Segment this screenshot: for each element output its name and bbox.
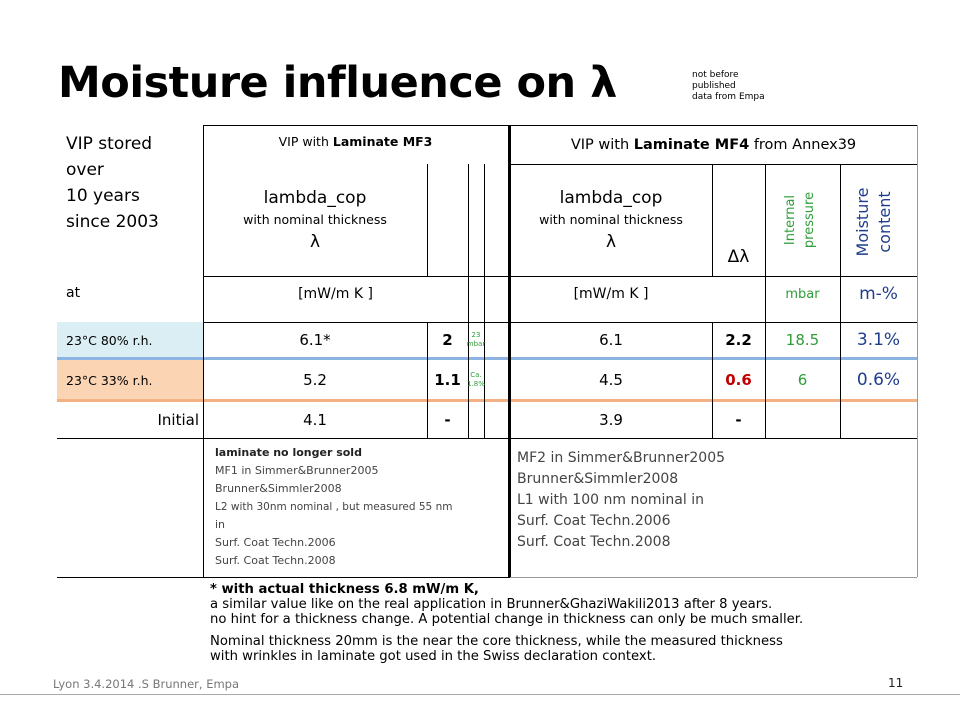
row2-mf4-lambda: 4.5: [599, 371, 623, 389]
row2-label: 23°C 33% r.h.: [66, 372, 153, 388]
ref-line: Brunner&Simmler2008: [215, 482, 342, 495]
row1-label: 23°C 80% r.h.: [66, 332, 153, 348]
lambda-symbol: λ: [605, 232, 617, 252]
vip-line: since 2003: [66, 212, 159, 232]
internal-pressure-header: [781, 175, 825, 265]
ref-line: in: [215, 518, 226, 531]
row1-mf3-lambda: 6.1*: [299, 331, 331, 349]
row2-moisture: 0.6%: [856, 370, 901, 390]
row2-pressure: 6: [797, 371, 808, 389]
ref-bold: laminate no longer sold: [215, 446, 362, 459]
ref-line: Brunner&Simmler2008: [517, 471, 679, 487]
vip-line: over: [66, 160, 104, 180]
nominal-label: with nominal thickness: [243, 212, 387, 227]
note-line: published: [692, 81, 736, 91]
row2-extra-line: Ca.: [470, 371, 482, 379]
delta-lambda-header: Δλ: [727, 247, 750, 267]
row2-mf3-lambda: 5.2: [303, 371, 327, 389]
lambda-symbol: λ: [309, 232, 321, 252]
grid-line: [427, 164, 428, 276]
page-title: Moisture influence on λ: [58, 58, 617, 108]
ref-line: MF2 in Simmer&Brunner2005: [517, 450, 726, 466]
grid-line: [57, 438, 203, 439]
row3-mf3-lambda: 4.1: [303, 411, 327, 429]
footnote: [210, 582, 940, 664]
row2-mf3-extra: [468, 360, 484, 400]
ref-line: L2 with 30nm nominal , but measured 55 nm: [215, 501, 453, 513]
mf4-lambda-header: [510, 185, 712, 275]
row3-mf4-lambda: 3.9: [599, 411, 623, 429]
row2-extra-line: 1.8%: [467, 380, 485, 388]
pressure-line: pressure: [802, 191, 817, 249]
footnote-bold: * with actual thickness 6.8 mW/m K,: [210, 582, 479, 597]
page-number: 11: [888, 676, 904, 690]
row1-moisture: 3.1%: [856, 330, 901, 350]
row1-mf3-delta: 2: [442, 331, 453, 349]
grid-line: [510, 577, 917, 578]
mf3-title: [203, 128, 508, 154]
ref-line: Surf. Coat Techn.2006: [215, 536, 336, 549]
footnote-line: a similar value like on the real application in Brunner&GhaziWakili2013 after 8 years.: [210, 597, 773, 612]
mf3-references: [215, 444, 500, 570]
at-label: at: [66, 285, 81, 301]
row3-label: Initial: [157, 411, 199, 429]
row1-mf3-extra: [468, 322, 484, 358]
mf4-unit: [mW/m K ]: [573, 286, 649, 302]
row1-mf4-lambda: 6.1: [599, 331, 623, 349]
mf3-lambda-header: [203, 185, 427, 275]
ref-line: Surf. Coat Techn.2008: [215, 554, 336, 567]
row3-mf4-delta: -: [735, 411, 742, 429]
grid-line: [917, 125, 918, 577]
publication-note: [692, 70, 765, 103]
footnote-line: Nominal thickness 20mm is the near the core thickness, while the measured thickness: [210, 634, 783, 649]
vip-stored-label: [66, 131, 159, 235]
row3-mf3-delta: -: [444, 411, 451, 429]
row1-extra-line: mbar: [466, 340, 486, 348]
pressure-line: Internal: [783, 194, 798, 246]
note-line: not before: [692, 70, 739, 80]
mf4-title-bold: Laminate MF4: [633, 137, 750, 153]
footnote-line: with wrinkles in laminate got used in the Swiss declaration context.: [210, 649, 657, 664]
pressure-unit: mbar: [785, 286, 820, 302]
row2-mf3-delta: 1.1: [434, 371, 461, 389]
mf4-references: [517, 448, 907, 553]
note-line: data from Empa: [692, 92, 765, 102]
nominal-label: with nominal thickness: [539, 212, 683, 227]
footer-text: Lyon 3.4.2014 .S Brunner, Empa: [53, 677, 240, 691]
grid-line: [203, 125, 917, 126]
moisture-content-header: [852, 167, 904, 277]
mf4-title-suffix: from Annex39: [753, 137, 857, 153]
mf4-title: [510, 128, 917, 162]
moisture-unit: m-%: [859, 284, 898, 304]
ref-line: MF1 in Simmer&Brunner2005: [215, 464, 379, 477]
grid-line: [57, 577, 510, 578]
mf3-unit: [mW/m K ]: [298, 286, 373, 302]
moisture-line: content: [875, 191, 894, 253]
ref-line: Surf. Coat Techn.2006: [517, 513, 671, 529]
row1-pressure: 18.5: [785, 331, 820, 349]
footnote-line: no hint for a thickness change. A potential change in thickness can only be much smaller.: [210, 612, 804, 627]
lambda-cop-label: lambda_cop: [263, 188, 367, 208]
row2-mf4-delta: 0.6: [725, 371, 752, 389]
row1-extra-line: 23: [471, 331, 481, 339]
mf3-title-bold: Laminate MF3: [332, 133, 433, 149]
footer-divider: [0, 694, 960, 695]
mf4-title-prefix: VIP with: [570, 137, 630, 153]
ref-line: L1 with 100 nm nominal in: [517, 492, 704, 508]
grid-line: [510, 164, 917, 165]
grid-line: [484, 164, 485, 438]
vip-line: VIP stored: [66, 134, 153, 154]
ref-line: Surf. Coat Techn.2008: [517, 534, 671, 550]
moisture-line: Moisture: [853, 187, 872, 257]
row1-mf4-delta: 2.2: [725, 331, 752, 349]
lambda-cop-label: lambda_cop: [559, 188, 663, 208]
vip-line: 10 years: [66, 186, 140, 206]
mf3-title-prefix: VIP with: [278, 133, 329, 149]
grid-line: [203, 438, 917, 439]
